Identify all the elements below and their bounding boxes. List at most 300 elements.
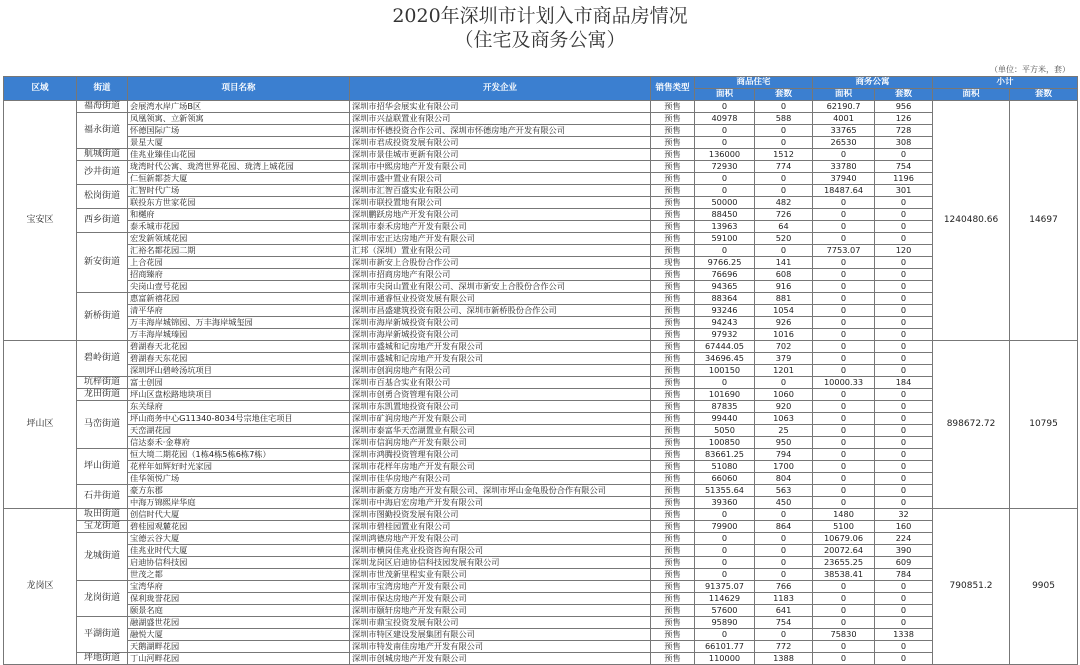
residential-area: 66101.77 [695,641,755,653]
street-name: 新桥街道 [77,293,128,341]
residential-area: 51355.64 [695,485,755,497]
apartment-area: 0 [813,581,875,593]
apartment-area: 37940 [813,173,875,185]
header-sub-units: 套数 [1010,89,1078,101]
table-row [4,197,1078,209]
residential-units: 0 [755,557,813,569]
table-row [4,449,1078,461]
project-name: 花样年如辉好时光家园 [128,461,350,473]
developer-name: 深圳市颐轩房地产开发有限公司 [350,605,651,617]
residential-units: 0 [755,137,813,149]
project-name: 汇裕名都花园二期 [128,245,350,257]
residential-area: 59100 [695,233,755,245]
apartment-area: 7753.07 [813,245,875,257]
apartment-area: 18487.64 [813,185,875,197]
table-row [4,413,1078,425]
table-row [4,353,1078,365]
street-name: 福海街道 [77,101,128,113]
project-name: 信达泰禾·金尊府 [128,437,350,449]
sale-type: 预售 [651,245,695,257]
street-name: 马峦街道 [77,401,128,449]
sale-type: 预售 [651,377,695,389]
project-name: 启迪协信科技园 [128,557,350,569]
residential-units: 1183 [755,593,813,605]
table-row [4,437,1078,449]
project-name: 丁山河畔花园 [128,653,350,665]
residential-units: 864 [755,521,813,533]
header-sale-type: 销售类型 [651,77,695,101]
sale-type: 预售 [651,185,695,197]
apartment-units: 0 [875,293,933,305]
sale-type: 预售 [651,653,695,665]
developer-name: 深圳市泰禾房地产开发有限公司 [350,221,651,233]
residential-units: 641 [755,605,813,617]
street-name: 新安街道 [77,233,128,293]
residential-area: 88450 [695,209,755,221]
sale-type: 预售 [651,545,695,557]
sale-type: 预售 [651,593,695,605]
residential-units: 916 [755,281,813,293]
apartment-area: 0 [813,653,875,665]
developer-name: 汇邦（深圳）置业有限公司 [350,245,651,257]
developer-name: 深圳市创城房地产开发有限公司 [350,653,651,665]
apartment-area: 0 [813,353,875,365]
apartment-units: 0 [875,497,933,509]
apartment-area: 1480 [813,509,875,521]
project-name: 豪方东郡 [128,485,350,497]
residential-area: 100850 [695,437,755,449]
residential-units: 608 [755,269,813,281]
sale-type: 预售 [651,125,695,137]
residential-area: 114629 [695,593,755,605]
header-district: 区域 [4,77,77,101]
residential-units: 450 [755,497,813,509]
apartment-area: 0 [813,485,875,497]
apartment-units: 1338 [875,629,933,641]
project-name: 天峦湖花园 [128,425,350,437]
apartment-units: 0 [875,413,933,425]
apartment-area: 26530 [813,137,875,149]
table-row [4,653,1078,665]
sale-type: 预售 [651,617,695,629]
sale-type: 预售 [651,101,695,113]
apartment-area: 0 [813,257,875,269]
apartment-area: 0 [813,365,875,377]
apartment-area: 33780 [813,161,875,173]
sale-type: 预售 [651,317,695,329]
apartment-units: 0 [875,269,933,281]
table-row [4,593,1078,605]
residential-units: 25 [755,425,813,437]
developer-name: 深圳市盛城和记房地产开发有限公司 [350,353,651,365]
apartment-area: 0 [813,413,875,425]
district-name: 龙岗区 [4,509,77,665]
table-row [4,113,1078,125]
residential-units: 1201 [755,365,813,377]
project-name: 中海万锦熙岸华庭 [128,497,350,509]
apartment-units: 0 [875,233,933,245]
project-name: 东关绿府 [128,401,350,413]
residential-units: 926 [755,317,813,329]
residential-area: 83661.25 [695,449,755,461]
project-name: 凤凰领寓、立新领寓 [128,113,350,125]
subtotal-units: 9905 [1010,509,1078,665]
sale-type: 现售 [651,257,695,269]
developer-name: 深圳市佳华房地产有限公司 [350,473,651,485]
table-row [4,425,1078,437]
header-developer: 开发企业 [350,77,651,101]
table-body [4,101,1078,665]
sale-type: 预售 [651,365,695,377]
apartment-area: 0 [813,209,875,221]
residential-units: 1060 [755,389,813,401]
apartment-area: 0 [813,449,875,461]
apartment-area: 0 [813,197,875,209]
residential-area: 72930 [695,161,755,173]
residential-units: 1388 [755,653,813,665]
district-name: 宝安区 [4,101,77,341]
residential-area: 0 [695,245,755,257]
developer-name: 深圳市景佳城市更新有限公司 [350,149,651,161]
residential-area: 0 [695,509,755,521]
sale-type: 预售 [651,485,695,497]
residential-area: 5050 [695,425,755,437]
table-row [4,605,1078,617]
project-name: 融湖盛世花园 [128,617,350,629]
header-apartment: 商务公寓 [813,77,933,89]
street-name: 平湖街道 [77,617,128,653]
project-name: 泰禾城市花园 [128,221,350,233]
apartment-area: 0 [813,641,875,653]
table-row [4,497,1078,509]
developer-name: 深圳市泰富华天峦湖置业有限公司 [350,425,651,437]
table-row [4,245,1078,257]
apartment-area: 62190.7 [813,101,875,113]
apartment-units: 0 [875,593,933,605]
project-name: 上合花园 [128,257,350,269]
header-street: 街道 [77,77,128,101]
residential-units: 0 [755,185,813,197]
sale-type: 预售 [651,329,695,341]
residential-area: 0 [695,125,755,137]
unit-note: （单位：平方米，套） [990,65,1070,74]
developer-name: 深圳市碧桂园置业有限公司 [350,521,651,533]
apartment-units: 0 [875,257,933,269]
project-name: 怀德国际广场 [128,125,350,137]
project-name: 碧湖春天北花园 [128,341,350,353]
sale-type: 预售 [651,641,695,653]
page-title: 2020年深圳市计划入市商品房情况 [392,5,688,27]
street-name: 宝龙街道 [77,521,128,533]
developer-name: 深圳市图勤投资发展有限公司 [350,509,651,521]
residential-area: 0 [695,629,755,641]
residential-area: 51080 [695,461,755,473]
developer-name: 深圳市昌盛建筑投资有限公司、深圳市新桥股份合作公司 [350,305,651,317]
project-name: 万丰海岸城瑧园 [128,329,350,341]
apartment-units: 120 [875,245,933,257]
residential-area: 88364 [695,293,755,305]
residential-units: 920 [755,401,813,413]
sale-type: 预售 [651,629,695,641]
developer-name: 深圳市宏正达房地产开发有限公司 [350,233,651,245]
table-row [4,461,1078,473]
apartment-units: 0 [875,341,933,353]
table-row [4,521,1078,533]
apartment-area: 38538.41 [813,569,875,581]
apartment-area: 0 [813,305,875,317]
residential-area: 0 [695,545,755,557]
residential-area: 97932 [695,329,755,341]
apartment-units: 0 [875,485,933,497]
apartment-area: 33765 [813,125,875,137]
apartment-units: 0 [875,617,933,629]
residential-area: 0 [695,185,755,197]
apartment-units: 0 [875,581,933,593]
sale-type: 预售 [651,293,695,305]
subtotal-area: 790851.2 [933,509,1010,665]
developer-name: 深圳市东凯置地投资有限公司 [350,401,651,413]
table-row [4,533,1078,545]
street-name: 福永街道 [77,113,128,149]
residential-units: 482 [755,197,813,209]
apartment-units: 0 [875,473,933,485]
apartment-units: 0 [875,317,933,329]
developer-name: 深圳市中熙房地产开发有限公司 [350,161,651,173]
apartment-units: 784 [875,569,933,581]
apartment-area: 0 [813,281,875,293]
project-name: 坪山区盘松路地块项目 [128,389,350,401]
developer-name: 深圳市君成投资发展有限公司 [350,137,651,149]
apartment-area: 0 [813,233,875,245]
developer-name: 深圳市鸿腾投资管理有限公司 [350,449,651,461]
project-name: 宏发新领域花园 [128,233,350,245]
apartment-area: 10679.06 [813,533,875,545]
residential-area: 79900 [695,521,755,533]
sale-type: 预售 [651,437,695,449]
header-apt-area: 面积 [813,89,875,101]
sale-type: 预售 [651,149,695,161]
apartment-units: 0 [875,365,933,377]
project-name: 颐景名庭 [128,605,350,617]
subtotal-area: 898672.72 [933,341,1010,509]
developer-name: 深圳市矿润房地产开发有限公司 [350,413,651,425]
table-row [4,329,1078,341]
sale-type: 预售 [651,557,695,569]
sale-type: 预售 [651,533,695,545]
street-name: 碧岭街道 [77,341,128,377]
table-row [4,629,1078,641]
apartment-units: 184 [875,377,933,389]
residential-units: 64 [755,221,813,233]
subtotal-area: 1240480.66 [933,101,1010,341]
apartment-area: 0 [813,605,875,617]
residential-area: 101690 [695,389,755,401]
residential-units: 702 [755,341,813,353]
project-name: 清平华府 [128,305,350,317]
sale-type: 预售 [651,521,695,533]
apartment-units: 956 [875,101,933,113]
residential-area: 57600 [695,605,755,617]
residential-units: 0 [755,101,813,113]
table-row [4,401,1078,413]
sale-type: 预售 [651,209,695,221]
table-row [4,137,1078,149]
residential-area: 76696 [695,269,755,281]
residential-area: 0 [695,101,755,113]
project-name: 融悦大厦 [128,629,350,641]
apartment-units: 728 [875,125,933,137]
apartment-area: 0 [813,617,875,629]
residential-units: 774 [755,161,813,173]
subtotal-units: 14697 [1010,101,1078,341]
table-row [4,341,1078,353]
apartment-units: 126 [875,113,933,125]
developer-name: 深圳市海岸新城投资有限公司 [350,317,651,329]
developer-name: 深圳市兴益联置业有限公司 [350,113,651,125]
apartment-units: 0 [875,641,933,653]
developer-name: 深圳市联投置地有限公司 [350,197,651,209]
project-name: 世茂之都 [128,569,350,581]
sale-type: 预售 [651,401,695,413]
project-name: 惠富新禧花园 [128,293,350,305]
street-name: 龙城街道 [77,533,128,581]
apartment-area: 0 [813,293,875,305]
developer-name: 深圳市保达房地产开发有限公司 [350,593,651,605]
developer-name: 深圳市怀德投资合作公司、深圳市怀德房地产开发有限公司 [350,125,651,137]
street-name: 沙井街道 [77,161,128,185]
apartment-units: 0 [875,449,933,461]
sale-type: 预售 [651,389,695,401]
apartment-area: 0 [813,497,875,509]
table-row [4,161,1078,173]
residential-units: 520 [755,233,813,245]
developer-name: 深圳市盛中置业有限公司 [350,173,651,185]
project-name: 创信时代大厦 [128,509,350,521]
residential-units: 1700 [755,461,813,473]
table-row [4,641,1078,653]
project-name: 招商臻府 [128,269,350,281]
developer-name: 深圳市创勇合资管理有限公司 [350,389,651,401]
residential-units: 794 [755,449,813,461]
apartment-units: 0 [875,149,933,161]
residential-units: 0 [755,533,813,545]
residential-units: 881 [755,293,813,305]
sale-type: 预售 [651,569,695,581]
residential-area: 13963 [695,221,755,233]
apartment-units: 224 [875,533,933,545]
header-project: 项目名称 [128,77,350,101]
residential-area: 0 [695,173,755,185]
residential-area: 0 [695,569,755,581]
project-name: 佳兆业臻佳山花园 [128,149,350,161]
apartment-area: 75830 [813,629,875,641]
residential-units: 1054 [755,305,813,317]
sale-type: 预售 [651,137,695,149]
developer-name: 深圳市汇智百盛实业有限公司 [350,185,651,197]
table-row [4,257,1078,269]
residential-area: 0 [695,557,755,569]
developer-name: 深圳市招商房地产有限公司 [350,269,651,281]
apartment-units: 0 [875,353,933,365]
project-name: 富士创园 [128,377,350,389]
table-row [4,317,1078,329]
sale-type: 预售 [651,113,695,125]
residential-area: 39360 [695,497,755,509]
residential-units: 0 [755,245,813,257]
residential-area: 100150 [695,365,755,377]
residential-area: 66060 [695,473,755,485]
table-row [4,617,1078,629]
developer-name: 深圳市鼎宝投资发展有限公司 [350,617,651,629]
apartment-area: 10000.33 [813,377,875,389]
developer-name: 深圳市宝湾房地产开发有限公司 [350,581,651,593]
apartment-area: 20072.64 [813,545,875,557]
residential-units: 0 [755,629,813,641]
residential-units: 0 [755,509,813,521]
apartment-area: 5100 [813,521,875,533]
residential-area: 50000 [695,197,755,209]
residential-units: 0 [755,569,813,581]
project-name: 珑湾时代公寓、珑湾世界花园、珑湾上城花园 [128,161,350,173]
table-row [4,305,1078,317]
developer-name: 深圳市新豪方房地产开发有限公司、深圳市坪山金龟股份合作有限公司 [350,485,651,497]
table-row [4,233,1078,245]
developer-name: 深圳市盛城和记房地产开发有限公司 [350,341,651,353]
residential-area: 99440 [695,413,755,425]
developer-name: 深圳市通睿恒业投资发展有限公司 [350,293,651,305]
table-row [4,173,1078,185]
residential-area: 95890 [695,617,755,629]
apartment-area: 23655.25 [813,557,875,569]
apartment-units: 0 [875,605,933,617]
table-row [4,269,1078,281]
developer-name: 深圳市创润房地产有限公司 [350,365,651,377]
header-res-area: 面积 [695,89,755,101]
district-name: 坪山区 [4,341,77,509]
residential-units: 0 [755,545,813,557]
street-name: 西乡街道 [77,209,128,233]
project-name: 保利珑誉花园 [128,593,350,605]
apartment-units: 0 [875,653,933,665]
table-row [4,581,1078,593]
sale-type: 预售 [651,353,695,365]
apartment-units: 1196 [875,173,933,185]
residential-units: 141 [755,257,813,269]
residential-area: 40978 [695,113,755,125]
residential-area: 9766.25 [695,257,755,269]
table-row [4,101,1078,113]
sale-type: 预售 [651,173,695,185]
developer-name: 深圳市世茂新里程实业有限公司 [350,569,651,581]
apartment-units: 0 [875,281,933,293]
header-subtotal: 小计 [933,77,1078,89]
apartment-units: 160 [875,521,933,533]
table-row [4,389,1078,401]
table-row [4,557,1078,569]
sale-type: 预售 [651,269,695,281]
developer-name: 深圳市尖岗山置业有限公司、深圳市新安上合股份合作公司 [350,281,651,293]
project-name: 碧湖春天东花园 [128,353,350,365]
residential-area: 110000 [695,653,755,665]
apartment-units: 0 [875,305,933,317]
apartment-area: 0 [813,593,875,605]
table-row [4,221,1078,233]
developer-name: 深圳市特区建设发展集团有限公司 [350,629,651,641]
sale-type: 预售 [651,509,695,521]
table-row [4,149,1078,161]
residential-area: 0 [695,377,755,389]
table-row [4,377,1078,389]
